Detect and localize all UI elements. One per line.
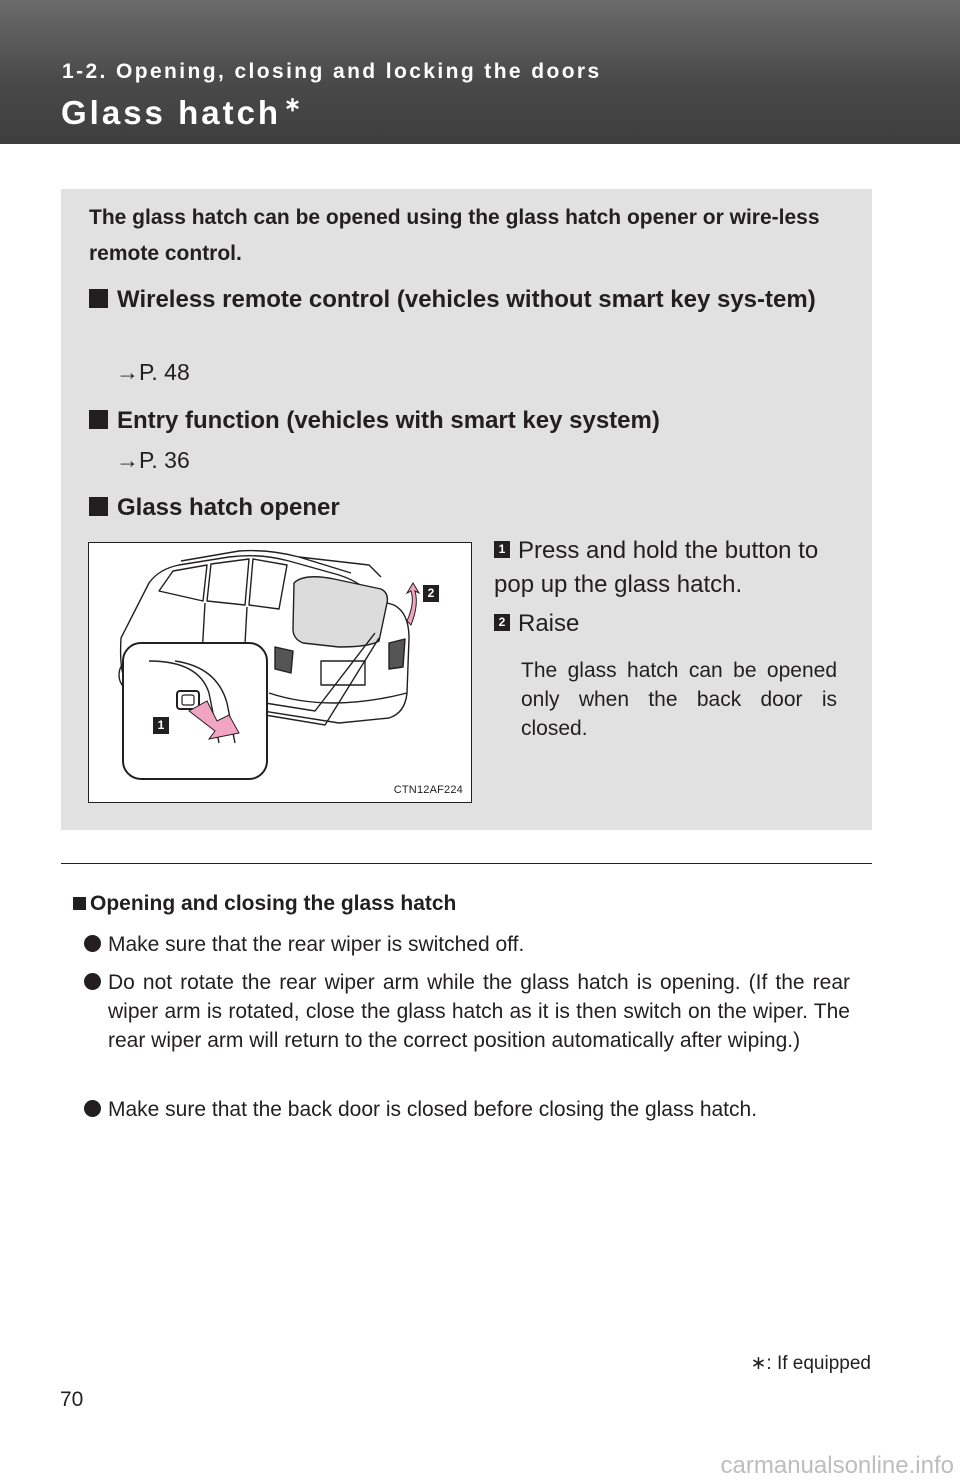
info-heading-text: Opening and closing the glass hatch [90,892,457,915]
page-title-text: Glass hatch [61,94,282,131]
page-reference[interactable]: →P. 48 [116,359,190,385]
list-item [84,930,850,959]
vehicle-illustration [88,542,472,803]
step-text: Raise [518,610,580,637]
square-bullet-icon [89,410,108,429]
if-equipped-mark: ∗ [284,94,304,116]
step-2 [494,607,579,641]
section-divider [61,863,872,864]
callout-2: 2 [423,585,439,602]
list-item-text: Make sure that the rear wiper is switched off. [108,933,525,956]
footnote: ∗: If equipped [750,1353,871,1374]
round-bullet-icon [84,935,101,952]
step-note: The glass hatch can be opened only when the back door is closed. [521,659,837,740]
list-item-text: Do not rotate the rear wiper arm while the glass hatch is opening. (If the rear wiper arm is rotated, close the glass hatch as it is then switch on the wiper. The rear wiper arm will return to the correct position automatically after wiping.) [108,971,850,1052]
round-bullet-icon [84,1100,101,1117]
watermark: carmanualsonline.info [720,1452,954,1479]
subhead-text: Wireless remote control (vehicles without smart key sys-tem) [117,286,816,313]
square-bullet-icon [89,497,108,516]
callout-1: 1 [153,717,169,734]
list-item [84,968,850,1055]
subhead-entry-function [89,404,660,438]
step-text: Press and hold the button to pop up the glass hatch. [494,537,819,598]
subhead-text: Glass hatch opener [117,494,340,521]
step-number-badge: 2 [494,614,510,631]
section-label: 1-2. Opening, closing and locking the doors [62,60,602,83]
page-reference[interactable]: →P. 36 [116,447,190,473]
suv-rear-glass-hatch-icon [89,543,472,803]
step-1 [494,534,844,602]
square-bullet-icon [73,897,86,910]
list-item [84,1095,850,1124]
subhead-glass-hatch-opener [89,491,340,525]
step-number-badge: 1 [494,541,510,558]
list-item-text: Make sure that the back door is closed before closing the glass hatch. [108,1098,758,1121]
subhead-text: Entry function (vehicles with smart key system) [117,407,660,434]
round-bullet-icon [84,973,101,990]
intro-text: The glass hatch can be opened using the glass hatch opener or wire-less remote control. [89,206,820,265]
figure-code: CTN12AF224 [393,784,463,796]
page-number: 70 [60,1388,84,1411]
square-bullet-icon [89,289,108,308]
page-title [61,94,304,132]
info-heading [73,892,456,916]
subhead-wireless-remote [89,283,849,317]
page-header [0,0,960,144]
